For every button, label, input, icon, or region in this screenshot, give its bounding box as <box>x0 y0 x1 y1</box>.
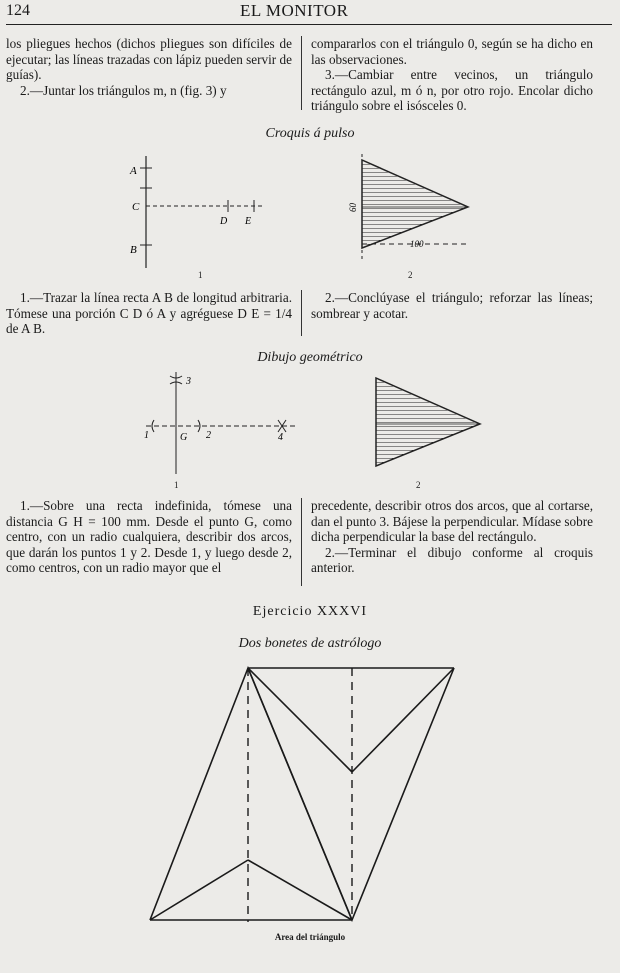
section1-right-item: 3.—Cambiar entre vecinos, un triángulo rectángulo azul, m ó n, por otro rojo. Encolar dicho triángulo sobre el isósceles 0. <box>311 67 593 113</box>
section1-left-item: 2.—Juntar los triángulos m, n (fig. 3) y <box>20 82 227 98</box>
label-3: 3 <box>186 376 191 387</box>
label-1: 1 <box>144 430 149 441</box>
label-C: C <box>132 201 140 213</box>
dibujo-figure-2 <box>370 374 490 470</box>
page-header-title: EL MONITOR <box>240 1 349 20</box>
croquis-right-text <box>311 290 593 321</box>
figure-caption: Area del triángulo <box>274 932 346 942</box>
header-rule <box>6 24 612 25</box>
dibujo-heading: Dibujo geométrico <box>257 350 363 365</box>
dibujo-figure-1 <box>140 368 300 478</box>
section1-left-text: los pliegues hechos (dichos pliegues son difíciles de ejecutar; las líneas trazadas con lápiz pueden servir de guías). <box>6 36 292 82</box>
dibujo-left-text <box>6 498 292 576</box>
dibujo-right-paragraph: precedente, describir otros dos arcos, que al cortarse, dan el punto 3. Bájese la perpendicular. Mídase sobre dicha perpendicular la base del rectángulo. <box>311 498 593 544</box>
dibujo-fig2-number: 2 <box>416 480 421 490</box>
croquis-figure-2 <box>340 152 480 262</box>
column-divider <box>301 36 302 110</box>
croquis-heading: Croquis á pulso <box>265 126 355 141</box>
column-divider-3 <box>301 498 302 586</box>
exercise-subtitle: Dos bonetes de astrólogo <box>238 636 382 651</box>
croquis-fig2-number: 2 <box>408 270 413 280</box>
label-2: 2 <box>206 430 211 441</box>
exercise-title: Ejercicio XXXVI <box>252 604 368 619</box>
croquis-left-paragraph: 1.—Trazar la línea recta A B de longitud arbitraria. Tómese una porción C D ó A y agréguese D E = 1/4 de A B. <box>6 290 292 336</box>
label-D: D <box>220 216 228 227</box>
croquis-fig1-number: 1 <box>198 270 203 280</box>
section1-right-text: compararlos con el triángulo 0, según se ha dicho en las observaciones. <box>311 36 593 67</box>
label-4: 4 <box>278 432 283 443</box>
section1-left-column <box>6 36 292 98</box>
column-divider-2 <box>301 290 302 336</box>
section1-right-column <box>311 36 593 114</box>
dibujo-left-paragraph: 1.—Sobre una recta indefinida, tómese una distancia G H = 100 mm. Desde el punto G, como centro, con un radio cualquiera, describir dos arcos, que darán los puntos 1 y 2. Desde 1, y luego desde 2, como centros, con un radio mayor que el <box>6 498 292 575</box>
dim-100: 100 <box>410 239 424 249</box>
label-G: G <box>180 432 188 443</box>
bonetes-figure <box>140 660 470 930</box>
dibujo-right-text <box>311 498 593 576</box>
label-A: A <box>130 165 137 177</box>
label-B: B <box>130 244 137 256</box>
croquis-figure-1 <box>110 150 280 280</box>
page-number: 124 <box>6 2 30 19</box>
dibujo-right-item: 2.—Terminar el dibujo conforme al croquis anterior. <box>311 544 593 575</box>
dibujo-fig1-number: 1 <box>174 480 179 490</box>
label-E: E <box>245 216 252 227</box>
croquis-right-paragraph: 2.—Conclúyase el triángulo; reforzar las líneas; sombrear y acotar. <box>311 290 593 321</box>
croquis-left-text <box>6 290 292 337</box>
dim-60: 60 <box>348 203 358 212</box>
